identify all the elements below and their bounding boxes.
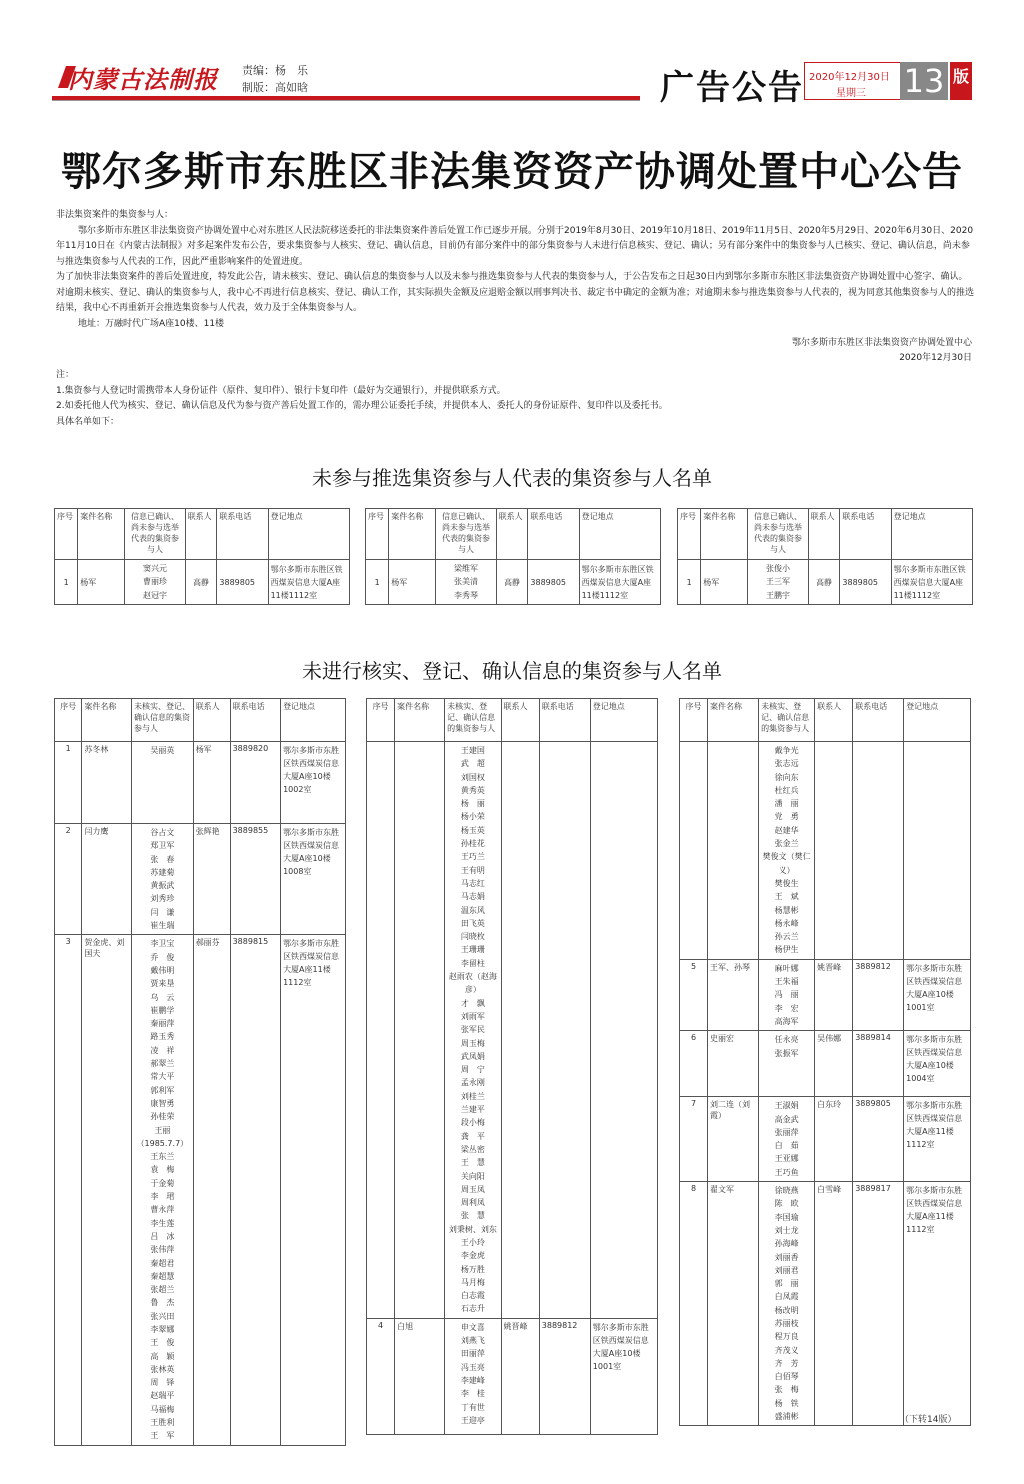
registration-address: 鄂尔多斯市东胜区铁西煤炭信息大厦A座11楼1112室 bbox=[904, 1182, 971, 1426]
column-header: 联系人 bbox=[193, 699, 230, 742]
column-header: 信息已确认、尚未参与选举代表的集资参与人 bbox=[436, 509, 496, 560]
table-header-row bbox=[55, 699, 346, 742]
column-header: 登记地点 bbox=[590, 699, 657, 742]
newspaper-logo: 内蒙古法制报 bbox=[68, 65, 218, 94]
column-header: 未核实、登记、确认信息的集资参与人 bbox=[132, 699, 194, 742]
column-header: 登记地点 bbox=[579, 509, 660, 560]
registration-address: 鄂尔多斯市东胜区铁西煤炭信息大厦A座11楼1112室 bbox=[268, 560, 349, 605]
section-title: 广告公告 bbox=[660, 68, 804, 108]
case-name: 苏冬林 bbox=[82, 742, 132, 824]
column-header: 序号 bbox=[55, 699, 82, 742]
participants: 王淑娟 高金武 张丽萍 白 茹 王亚娜 王巧鱼 bbox=[759, 1097, 815, 1182]
case-name: 杨军 bbox=[389, 560, 436, 605]
signer: 鄂尔多斯市东胜区非法集资资产协调处置中心 bbox=[791, 338, 972, 348]
column-header: 序号 bbox=[678, 509, 701, 560]
table-row bbox=[680, 959, 971, 1030]
contact-person: 杨军 bbox=[193, 742, 230, 824]
list-intro: 具体名单如下： bbox=[56, 416, 120, 427]
contact-person: 白东玲 bbox=[815, 1097, 853, 1182]
column-header: 案件名称 bbox=[389, 509, 436, 560]
page-number: 13 bbox=[900, 62, 948, 100]
salutation: 非法集资案件的集资参与人： bbox=[56, 210, 174, 220]
address: 地址：万融时代广场A座10楼、11楼 bbox=[78, 318, 225, 329]
column-header: 未核实、登记、确认信息的集资参与人 bbox=[445, 699, 501, 742]
participants: 李卫宝 乔 俊 戴伟明 贾来垦 乌 云 崔鹏学 秦丽萍 路玉秀 凌 祥 郝翠兰 常大平 郭利军 康智勇 孙桂荣 王丽（1985.7.7） 王东兰 袁 梅 于金菊 李 珺 曹永萍 李生莲 吕 冰 张伟萍 秦超君 秦超慧 张超兰 鲁 杰 张兴田 李翠娜 王 俊 高 颖 张林英 周 铎 赵瑞平 马福梅 王胜利 王 军 bbox=[132, 935, 194, 1445]
participants: 窦兴元 曹丽珍 赵冠宇 bbox=[125, 560, 185, 605]
table-section2-col3 bbox=[679, 698, 971, 1426]
contact-person bbox=[501, 742, 539, 1319]
registration-address: 鄂尔多斯市东胜区铁西煤炭信息大厦A座10楼1004室 bbox=[904, 1031, 971, 1097]
row-number bbox=[680, 742, 708, 960]
row-number: 4 bbox=[367, 1318, 395, 1434]
table-header-row bbox=[680, 699, 971, 742]
contact-phone: 3889805 bbox=[217, 560, 268, 605]
table-row bbox=[55, 742, 346, 824]
note-1: 1.集资参与人登记时需携带本人身份证件（原件、复印件）、银行卡复印件（最好为交通银行），并提供联系方式。 bbox=[56, 385, 506, 396]
registration-address: 鄂尔多斯市东胜区铁西煤炭信息大厦A座10楼1008室 bbox=[281, 824, 346, 935]
participants: 王建国 武 超 刘国权 黄秀英 杨 丽 杨小荣 杨玉英 孙桂花 王巧兰 王有明 马志红 马志娟 温东风 田飞英 闫晓枚 王珊珊 李留柱 赵雨农（赵海彦） 才 飘 刘雨军 张军民 周玉梅 武凤娟 周 宁 孟永刚 刘桂兰 兰建平 段小梅 龚 平 梁丛密 王 慧 关向阳 周玉凤 周利凤 张 慧 刘秉树、刘东 王小玲 李金虎 杨万胜 马月梅 白志霞 石志升 bbox=[445, 742, 501, 1319]
table-row bbox=[680, 1097, 971, 1182]
case-name: 闫力鹰 bbox=[82, 824, 132, 935]
table-row bbox=[680, 742, 971, 960]
column-header: 序号 bbox=[367, 699, 395, 742]
registration-address: 鄂尔多斯市东胜区铁西煤炭信息大厦A座11楼1112室 bbox=[281, 935, 346, 1445]
contact-person bbox=[815, 742, 853, 960]
notes-label: 注： bbox=[56, 370, 75, 380]
row-number: 1 bbox=[55, 742, 82, 824]
column-header: 联系人 bbox=[501, 699, 539, 742]
signature-block bbox=[560, 336, 972, 366]
table-row bbox=[680, 1031, 971, 1097]
registration-address: 鄂尔多斯市东胜区铁西煤炭信息大厦A座11楼1112室 bbox=[579, 560, 660, 605]
case-name: 翟文军 bbox=[708, 1182, 759, 1426]
contact-person: 高静 bbox=[808, 560, 840, 605]
column-header: 信息已确认、尚未参与选举代表的集资参与人 bbox=[125, 509, 185, 560]
column-header: 案件名称 bbox=[82, 699, 132, 742]
column-header: 未核实、登记、确认信息的集资参与人 bbox=[759, 699, 815, 742]
contact-phone: 3889820 bbox=[230, 742, 280, 824]
page-ban-label: 版 bbox=[950, 62, 972, 100]
registration-address bbox=[904, 742, 971, 960]
case-name bbox=[708, 742, 759, 960]
column-header: 联系人 bbox=[808, 509, 840, 560]
column-header: 案件名称 bbox=[708, 699, 759, 742]
notes bbox=[56, 368, 974, 430]
row-number: 2 bbox=[55, 824, 82, 935]
editor-line: 责编：杨 乐 bbox=[242, 64, 308, 77]
registration-address: 鄂尔多斯市东胜区铁西煤炭信息大厦A座10楼1001室 bbox=[904, 959, 971, 1030]
header-grey-rule bbox=[52, 100, 640, 101]
column-header: 登记地点 bbox=[268, 509, 349, 560]
producer-line: 制版：高如晗 bbox=[242, 81, 308, 94]
case-name: 白旭 bbox=[395, 1318, 445, 1434]
contact-phone: 3889805 bbox=[853, 1097, 904, 1182]
table-row bbox=[367, 1318, 658, 1434]
row-number: 8 bbox=[680, 1182, 708, 1426]
table-section1-1 bbox=[54, 508, 350, 605]
table-row bbox=[680, 1182, 971, 1426]
case-name bbox=[395, 742, 445, 1319]
column-header: 联系电话 bbox=[528, 509, 579, 560]
column-header: 联系人 bbox=[496, 509, 528, 560]
case-name: 杨军 bbox=[78, 560, 125, 605]
contact-person: 郝丽芬 bbox=[193, 935, 230, 1445]
table-section1-3 bbox=[677, 508, 973, 605]
contact-phone: 3889812 bbox=[853, 959, 904, 1030]
participants: 徐晓燕 陈 欧 李国瑜 刘士龙 孙海峰 刘丽香 刘丽君 郭 丽 白凤霞 杨改明 苏丽枝 程万良 齐茂义 齐 芳 白佰琴 张 梅 杨 铁 盛浦彬 bbox=[759, 1182, 815, 1426]
table-section2-col2 bbox=[366, 698, 658, 1435]
section1-heading: 未参与推选集资参与人代表的集资参与人名单 bbox=[312, 466, 712, 490]
issue-weekday: 星期三 bbox=[836, 88, 866, 99]
announcement-title: 鄂尔多斯市东胜区非法集资资产协调处置中心公告 bbox=[61, 148, 963, 195]
contact-person: 吴伟娜 bbox=[815, 1031, 853, 1097]
case-name: 杨军 bbox=[701, 560, 748, 605]
participants: 戴争光 张志远 徐向东 杜红兵 潘 丽 党 勇 赵建华 张金兰 樊俊文（樊仁义） 樊俊生 王 斌 杨慧彬 杨永峰 孙云兰 杨伊生 bbox=[759, 742, 815, 960]
table-row bbox=[55, 935, 346, 1445]
participants: 谷占文 郑卫军 张 春 苏建菊 黄振武 刘秀珍 闫 谦 崔生瑞 bbox=[132, 824, 194, 935]
contact-person: 高静 bbox=[496, 560, 528, 605]
table-header-row bbox=[55, 509, 350, 560]
column-header: 联系电话 bbox=[853, 699, 904, 742]
column-header: 序号 bbox=[680, 699, 708, 742]
column-header: 联系电话 bbox=[230, 699, 280, 742]
row-number bbox=[367, 742, 395, 1319]
case-name: 史丽宏 bbox=[708, 1031, 759, 1097]
column-header: 案件名称 bbox=[78, 509, 125, 560]
table-header-row bbox=[678, 509, 973, 560]
contact-phone bbox=[539, 742, 590, 1319]
participants: 麻叶娜 王朱福 冯 丽 李 宏 高海军 bbox=[759, 959, 815, 1030]
row-number: 1 bbox=[55, 560, 78, 605]
contact-person: 高静 bbox=[185, 560, 217, 605]
contact-phone: 3889812 bbox=[539, 1318, 590, 1434]
section2-heading: 未进行核实、登记、确认信息的集资参与人名单 bbox=[302, 659, 722, 683]
table-header-row bbox=[366, 509, 661, 560]
column-header: 登记地点 bbox=[281, 699, 346, 742]
row-number: 1 bbox=[366, 560, 389, 605]
participants: 吴丽英 bbox=[132, 742, 194, 824]
case-name: 贺金虎、刘国夫 bbox=[82, 935, 132, 1445]
editor-credits bbox=[242, 62, 308, 96]
column-header: 案件名称 bbox=[395, 699, 445, 742]
row-number: 7 bbox=[680, 1097, 708, 1182]
table-section2-col1 bbox=[54, 698, 346, 1446]
table-row bbox=[55, 560, 350, 605]
row-number: 1 bbox=[678, 560, 701, 605]
table-section1-2 bbox=[365, 508, 661, 605]
column-header: 序号 bbox=[366, 509, 389, 560]
sign-date: 2020年12月30日 bbox=[899, 353, 972, 363]
registration-address bbox=[590, 742, 657, 1319]
column-header: 案件名称 bbox=[701, 509, 748, 560]
paragraph-2: 为了加快非法集资案件的善后处置进度，特发此公告，请未核实、登记、确认信息的集资参与人以及未参与推选集资参与人代表的集资参与人，于公告发布之日起30日内到鄂尔多斯市东胜区非法集资资产协调处置中心签字、确认。对逾期未核实、登记、确认的集资参与人，我中心不再进行信息核实、登记、确认工作，其实际损失金额及应退赔金额以刑事判决书、裁定书中确定的金额为准；对逾期未参与推选集资参与人代表的，视为同意其他集资参与人的推选结果，我中心不再重新开会推选集资参与人代表，效力及于全体集资参与人。 bbox=[56, 272, 975, 313]
participants: 任永亮 张振军 bbox=[759, 1031, 815, 1097]
registration-address: 鄂尔多斯市东胜区铁西煤炭信息大厦A座11楼1112室 bbox=[891, 560, 972, 605]
contact-person: 姚晋峰 bbox=[501, 1318, 539, 1434]
issue-date: 2020年12月30日 bbox=[809, 72, 890, 83]
contact-person: 白雪峰 bbox=[815, 1182, 853, 1426]
participants: 申文喜 刘燕飞 田丽萍 冯玉亮 李建峰 李 桂 丁有世 王迎亭 bbox=[445, 1318, 501, 1434]
participants: 张俊小 王三军 王鹏宇 bbox=[748, 560, 808, 605]
contact-phone: 3889814 bbox=[853, 1031, 904, 1097]
registration-address: 鄂尔多斯市东胜区铁西煤炭信息大厦A座10楼1001室 bbox=[590, 1318, 657, 1434]
column-header: 序号 bbox=[55, 509, 78, 560]
registration-address: 鄂尔多斯市东胜区铁西煤炭信息大厦A座11楼1112室 bbox=[904, 1097, 971, 1182]
participants: 梁维军 张美清 李秀琴 bbox=[436, 560, 496, 605]
registration-address: 鄂尔多斯市东胜区铁西煤炭信息大厦A座10楼1002室 bbox=[281, 742, 346, 824]
row-number: 6 bbox=[680, 1031, 708, 1097]
contact-phone: 3889815 bbox=[230, 935, 280, 1445]
contact-person: 姚晋峰 bbox=[815, 959, 853, 1030]
table-header-row bbox=[367, 699, 658, 742]
contact-phone: 3889805 bbox=[528, 560, 579, 605]
column-header: 联系电话 bbox=[840, 509, 891, 560]
column-header: 联系电话 bbox=[217, 509, 268, 560]
row-number: 3 bbox=[55, 935, 82, 1445]
column-header: 登记地点 bbox=[891, 509, 972, 560]
column-header: 登记地点 bbox=[904, 699, 971, 742]
column-header: 信息已确认、尚未参与选举代表的集资参与人 bbox=[748, 509, 808, 560]
paragraph-1: 鄂尔多斯市东胜区非法集资资产协调处置中心对东胜区人民法院移送委托的非法集资案件善后处置工作已逐步开展。分别于2019年8月30日、2019年10月18日、2019年11月5日、2020年5月29日、2020年6月30日、2020年11月10日在《内蒙古法制报》对多起案件发布公告，要求集资参与人核实、登记、确认信息，目前仍有部分案件中的部分集资参与人未进行信息核实、登记、确认；另有部分案件中的集资参与人已核实、登记、确认信息，尚未参与推选集资参与人代表的工作，因此严重影响案件的处置进度。 bbox=[56, 225, 974, 267]
continued-note: （下转14版） bbox=[900, 1415, 957, 1425]
table-row bbox=[678, 560, 973, 605]
table-row bbox=[367, 742, 658, 1319]
table-row bbox=[366, 560, 661, 605]
contact-phone: 3889805 bbox=[840, 560, 891, 605]
case-name: 王军、孙琴 bbox=[708, 959, 759, 1030]
column-header: 联系人 bbox=[185, 509, 217, 560]
table-row bbox=[55, 824, 346, 935]
contact-phone: 3889817 bbox=[853, 1182, 904, 1426]
note-2: 2.如委托他人代为核实、登记、确认信息及代为参与资产善后处置工作的，需办理公证委托手续，并提供本人、委托人的身份证原件、复印件以及委托书。 bbox=[56, 401, 668, 411]
column-header: 联系人 bbox=[815, 699, 853, 742]
row-number: 5 bbox=[680, 959, 708, 1030]
case-name: 刘二连（刘霞） bbox=[708, 1097, 759, 1182]
contact-person: 张辉艳 bbox=[193, 824, 230, 935]
contact-phone: 3889855 bbox=[230, 824, 280, 935]
announcement-body bbox=[56, 208, 974, 332]
contact-phone bbox=[853, 742, 904, 960]
column-header: 联系电话 bbox=[539, 699, 590, 742]
